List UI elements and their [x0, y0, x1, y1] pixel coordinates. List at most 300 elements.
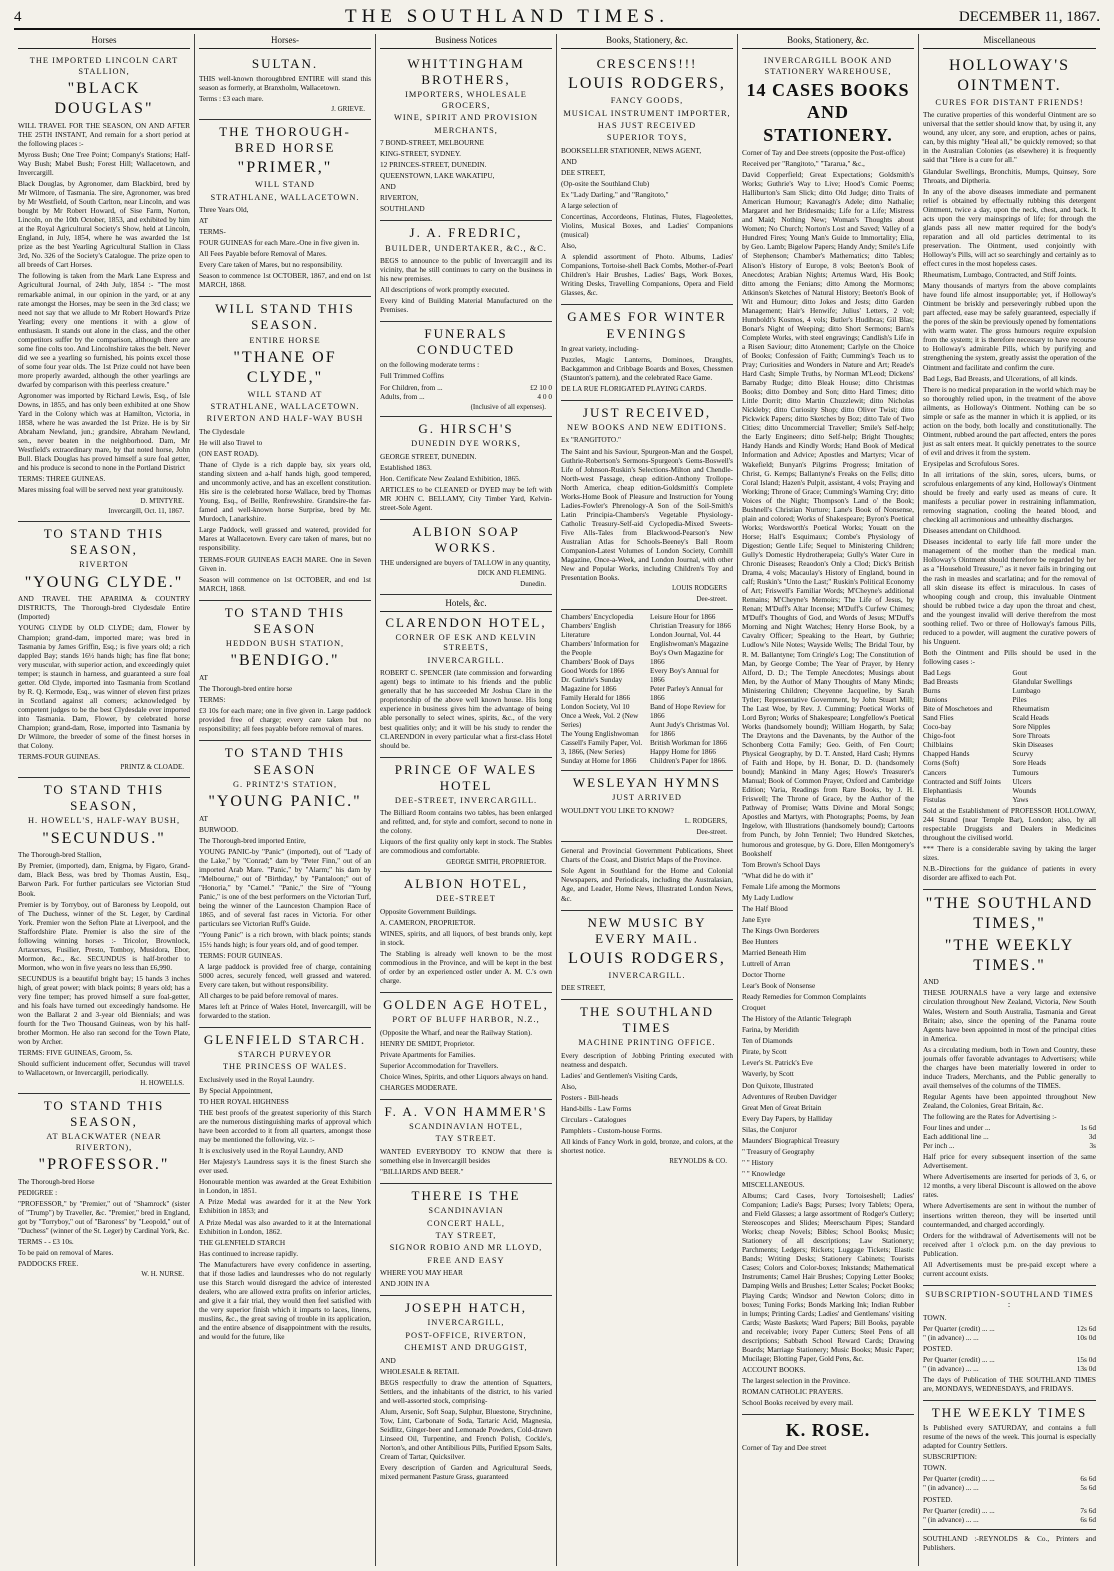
ad-text: KING-STREET, SYDNEY.: [380, 149, 462, 159]
price-label: For Children, from ...: [380, 382, 443, 392]
ad-text: The following is taken from the Mark Lane Express and Agricultural Journal, of 24th July, 1854 :- "The most remarkable animal, in our opinion in the yard, or at any rate amongst the Horses, may be seen in the 3rd class; we need not say that we allude to Mr Robert Howard's Prize Yearling; every one mentions it with a glow of enthusiasm. It stands out alone in the class, and the other competitors suffer by the comparison, although there are some fine colts too. And Lincolnshire takes the belt. Never did we see a yearling so furnished, his points excel those of some four year olds. The 1st Prize could not have been more properly awarded, although the other yearlings are dwarfed by comparison with this peerless creature.": [18, 271, 190, 389]
ad-text: A large selection of: [561, 201, 618, 211]
list-item: Happy Home for 1866: [650, 747, 716, 757]
ad-heading: LOUIS RODGERS,: [568, 75, 726, 93]
ad-signature: DICK AND FLEMING.: [477, 569, 546, 578]
ad-text: TERMS: THREE GUINEAS.: [18, 474, 106, 484]
ad-heading: HOLLOWAY'S OINTMENT.: [949, 57, 1070, 94]
ad-text: The Manufacturers have every confidence in asserting, that if those ladies and laundresses who do not regularly use this Starch would disregard the advice of interested dealers, who are allowed extra profits on inferior articles, and give it a fair trial, they would then feel satisfied with the very superior finish which it imparts to laces, linens, muslins, &c., the great saving of trouble in its application, and the entire absence of disappointment with the results, and would for the future, like: [199, 1259, 371, 1342]
ad-text: The following are the Rates for Advertising :-: [923, 1112, 1057, 1122]
ad-text: SUBSCRIPTION:: [923, 1452, 977, 1462]
ad-text: Silas, the Conjuror: [742, 1124, 797, 1134]
price-value: 4 0 0: [537, 391, 552, 401]
list-item: Sore Throats: [1012, 731, 1050, 741]
price-value: 7s 6d: [1080, 1505, 1096, 1515]
advertisement: [742, 52, 914, 1415]
advertisement: [561, 911, 733, 1001]
list-item: Rheumatism: [1012, 704, 1050, 714]
ad-heading: CHEMIST AND DRUGGIST,: [404, 1343, 528, 1353]
ad-text: Ex "RANGITOTO.": [561, 435, 622, 445]
list-item: Once a Week, Vol. 2 (New Series): [561, 711, 639, 730]
ad-heading: CRESCENS!!!: [596, 56, 698, 72]
ad-heading: THE IMPORTED LINCOLN CART STALLION,: [29, 56, 179, 76]
ad-heading: JOSEPH HATCH,: [404, 1300, 528, 1316]
advertisement: [380, 758, 552, 873]
ad-text: BEGS to announce to the public of Invercargill and its vicinity, that he still continues to carry on the business in his new premises.: [380, 255, 552, 284]
ad-text: GEORGE STREET, DUNEDIN.: [380, 451, 477, 461]
ad-heading: WILL STAND THIS SEASON.: [215, 301, 355, 333]
ad-text: A Prize Medal was awarded for it at the New York Exhibition in 1853; and: [199, 1197, 371, 1216]
column-header: Horses: [18, 34, 190, 49]
price-row: [923, 1132, 1096, 1141]
price-label: " (in advance) ... ...: [923, 1332, 979, 1342]
ad-text: Myross Bush; One Tree Point; Company's Stations; Half-Way Bush; Mabel Bush; Forest Hill; Wallacetown, and Invercargill.: [18, 149, 190, 177]
ad-text: CHARGES MODERATE.: [380, 1082, 458, 1092]
page-number: 4: [14, 8, 22, 25]
ad-text: HENRY DE SMIDT, Proprietor.: [380, 1038, 475, 1048]
ad-heading: "YOUNG PANIC.": [208, 793, 362, 811]
ad-heading: INVERCARGILL.: [608, 970, 686, 980]
price-row: [923, 1123, 1096, 1132]
ad-text: WINES, spirits, and all liquors, of best brands only, kept in stock.: [380, 928, 552, 947]
advertisement: [199, 741, 371, 1027]
ad-text: The Billiard Room contains two tables, has been enlarged and refitted, and, for style and comfort, second to none in the colony.: [380, 808, 552, 836]
list-item: Piles: [1012, 695, 1027, 705]
price-value: 1s 6d: [1080, 1123, 1096, 1133]
ad-text: All Advertisements must be pre-paid except where a current account exists.: [923, 1259, 1096, 1278]
price-value: 3s: [1089, 1141, 1096, 1151]
ad-heading: GLENFIELD STARCH.: [203, 1031, 367, 1047]
price-label: " (in advance) ... ...: [923, 1514, 979, 1524]
list-item: Cancers: [923, 767, 947, 777]
ad-text: All Fees Payable before Removal of Mares.: [199, 249, 327, 259]
ad-text: Established 1863.: [380, 462, 432, 472]
advertisement: [380, 1184, 552, 1296]
ad-text: There is no medical preparation in the world which may be so thoroughly relied upon, in the treatment of the above ailments, as Holloway's Ointment. Nothing can be so simple or safe as the manner in which it is applied, or its action on the body, both locally and constitutionally. The Ointment, rubbed around the part affected, enters the pores just as salt enters meat. It quickly penetrates to the source of evil and drives it from the system.: [923, 384, 1096, 457]
ad-text: A large paddock is provided free of charge, containing 5000 acres, securely fenced, well grassed and watered. Every care taken, but without responsibility.: [199, 961, 371, 989]
ad-signature: LOUIS RODGERS: [671, 584, 727, 593]
ad-text: My Lady Ludlow: [742, 892, 794, 902]
list-item: Sunday at Home for 1866: [561, 756, 637, 766]
advertisement: [380, 1100, 552, 1184]
ad-text: Exclusively used in the Royal Laundry.: [199, 1074, 315, 1084]
price-label: Per Quarter (credit) ... ...: [923, 1474, 995, 1484]
price-value: £2 10 0: [530, 382, 552, 392]
ad-heading: "THE SOUTHLAND TIMES,": [925, 895, 1094, 932]
ad-heading: K. ROSE.: [785, 1420, 871, 1441]
ad-heading: H. HOWELL'S, HALF-WAY BUSH,: [27, 816, 181, 826]
ad-text: QUEENSTOWN, LAKE WAKATIPU,: [380, 171, 495, 181]
ad-text: Large Paddock, well grassed and watered, provided for Mares at Wallacetown. Every care taken of mares, but no responsibility.: [199, 525, 371, 553]
ad-text: The Thorough-bred Stallion,: [18, 850, 102, 860]
ad-text: Where Advertisements are inserted for periods of 3, 6, or 12 months, a very liberal Discount is allowed on the above rates.: [923, 1172, 1096, 1200]
list-item: Scurvy: [1012, 749, 1034, 759]
list-item: British Workman for 1866: [650, 738, 727, 748]
ad-heading: SULTAN.: [251, 56, 319, 72]
ad-text: AT: [199, 216, 208, 226]
ad-text: Opposite Government Buildings.: [380, 906, 477, 916]
advertisement: [742, 1415, 914, 1459]
ad-heading: "YOUNG CLYDE.": [24, 573, 184, 591]
ad-text: The Thorough-bred entire horse: [199, 684, 293, 694]
ad-heading: NEW BOOKS AND NEW EDITIONS.: [567, 423, 727, 433]
ad-text: Bad Legs, Bad Breasts, and Ulcerations, of all kinds.: [923, 373, 1078, 383]
ad-text: Thane of Clyde is a rich dapple bay, six years old, standing sixteen and a-half hands high, good tempered, and uncommonly active, and has an excellent constitution. His sire is the celebrated horse Wallace, bred by Thomas Young, Esq., of Beille, Renfrewshire. Grandsire-the far-famed and well-known horse Surprise, bred by Mr. Murdoch, Lanarkshire.: [199, 460, 371, 524]
ad-heading: PRINCE OF WALES HOTEL: [394, 761, 538, 793]
price-row: [923, 1324, 1096, 1333]
ad-text: THIS well-known thoroughbred ENTIRE will stand this season as formerly, at Branxholm, Wallacetown.: [199, 74, 371, 93]
issue-date: DECEMBER 11, 1867.: [958, 8, 1100, 25]
ad-text: Jane Eyre: [742, 914, 771, 924]
advertisement: [199, 1028, 371, 1348]
advertisement: [923, 52, 1096, 890]
ad-text: Her Majesty's Laundress says it is the finest Starch she ever used.: [199, 1157, 371, 1176]
ad-heading: NEW MUSIC BY EVERY MAIL.: [587, 914, 707, 946]
list-item: Bad Breasts: [923, 677, 959, 687]
advertisement: [380, 52, 552, 221]
list-item: Englishwoman's Magazine: [650, 638, 729, 648]
price-row: [923, 1141, 1096, 1150]
ad-heading: MUSICAL INSTRUMENT IMPORTER,: [563, 108, 731, 118]
column-4: [557, 34, 738, 1566]
ad-text: Every description of Jobbing Printing executed with neatness and despatch.: [561, 1050, 733, 1069]
ad-text: Mares missing foal will be served next year gratuitously.: [18, 485, 184, 495]
ad-text: (ON EAST ROAD).: [199, 449, 259, 458]
list-item: Chambers' Encyclopedia: [561, 611, 634, 621]
column-header: Books, Stationery, &c.: [561, 34, 733, 49]
ad-text: TERMS-FOUR GUINEAS EACH MARE. One in Seven Given in.: [199, 554, 371, 573]
advertisement: [380, 221, 552, 322]
ad-text: Ten of Diamonds: [742, 1036, 793, 1046]
ad-heading: INVERCARGILL.: [427, 655, 505, 665]
ad-heading: "PROFESSOR.": [38, 1156, 170, 1174]
ad-text: Every Day Papers, by Halliday: [742, 1113, 833, 1123]
ad-text: "Young Panic" is a rich brown, with black points; stands 15½ hands high; is four years old, and of good temper.: [199, 930, 371, 949]
ad-text: As a circulating medium, both in Town and Country, these journals offer favorable advantages to Advertisers; while the charges have been materially lowered in order to induce Traders, Merchants, and the Public generally to avail themselves of the columns of the TIMES.: [923, 1044, 1096, 1090]
ad-text: PEDIGREE :: [18, 1188, 58, 1198]
ad-text: WILL TRAVEL FOR THE SEASON, ON AND AFTER THE 25TH INSTANT, And remain for a short period at the following places :-: [18, 120, 190, 148]
ad-text: TERMS-: [199, 227, 226, 237]
list-item: Chambers' Book of Days: [561, 656, 635, 666]
list-item: Good Words for 1866: [561, 665, 625, 675]
ad-text: Tom Brown's School Days: [742, 859, 821, 869]
ad-heading: DUNEDIN DYE WORKS,: [411, 439, 521, 449]
ad-heading: THE PRINCESS OF WALES.: [222, 1062, 348, 1072]
ad-text: 12 PRINCES-STREET, DUNEDIN.: [380, 160, 487, 170]
price-label: Per Quarter (credit) ... ...: [923, 1505, 995, 1515]
advertisement: [380, 595, 552, 758]
list-item: London Society, Vol 10: [561, 702, 630, 712]
list-item: London Journal, Vol. 44: [650, 629, 721, 639]
advertisement: [923, 890, 1096, 1286]
ad-text: David Copperfield; Great Expectations; Goldsmith's Works; Guthrie's Way to Live; Hood's Comic Poems; Halliburton's Sam Slick; ditto Old Judge; ditto Traits of American Humour; Kavanagh's Adele; ditto Nathalie; Margaret and her Bridesmaids; Life for a Life; Mistress and Maid; Nothing New; Woman's Thoughts about Women; No Church; Norton's Lost and Saved; Valley of a Hundred Fires; Young Man's Guide to Immortality; Elia, by Geo. Lamb; Bigelow Papers; Handy Andy; Smile's Life of Stephenson; Chamber's Mathematics; ditto Tables; Alison's History of Europe, 8 vols; Beeton's Book of Anecdotes; Arabian Nights; Artemus Ward, His Book; ditto among the Fenians; ditto Among the Mormons; Atkinson's Sketches of Natural History; Beeton's Book of Wit and Humour; ditto Jokes and Jests; ditto Garden Management; Hair's Henwife; Julius' Letters, 2 vol; Humboldt's Kosmos, 4 vols; Butler's Hudibras; Gil Blas; Bonar's Night of Weeping; ditto Short Sermons; Barn's Complete Works, with steel engravings; Candlish's Life in a Risen Saviour; ditto Atonement; Carlyle on the Choice of Books; Confession of Faith; Cumming's Teach us to Pray; Curiosities and Wonders in Nature and Art; Reade's Hard Cash; Simple Truths, by Norman M'Leod; Dickens' Barnaby Rudge; ditto Bleak House; ditto Christmas Books; ditto Dombey and Son; ditto Hard Times; ditto Little Dorrit; ditto Martin Chuzzlewit; ditto Nicholas Nickleby; ditto Curiosity Shop; ditto Oliver Twist; ditto Pickwick Papers; ditto Sketches by Boz; ditto Tale of Two Cities; ditto Uncommercial Traveller; Smile's Self-help; the Early Engineers; ditto Self-help; Bright Thoughts; Handy Hands and Kindly Words; Hand Book of Medical Information and Advice; Apostles and Martyrs; Vicar of Wakefield; Bunyan's Pilgrims Progress; Imitation of Christ, G. Kemps; Ballantyne's Freaks on the Fells; ditto Coral Island; Hazen's Pulpit, assistant, 4 vols; Praying and Working; Throne of Grace; Cumming's Warning Cry; ditto Voices of the Night; Thompson's Land o' the Book; Bushnell's Christian Nurture; Lane's Book of Nonsense, plain and colored; Works of Shakespeare; Byron's Poetical Works; Wordsworth's Poetical Works; Youatt on the Horse; Hall's Esquimaux; Combe's Physiology of Digestion; Gentle Life; Sequel to Ministering Children; Gully's Domestic Hydrotherapeia; Gully's Water Cure in Chronic Diseases; Reaodon's Only a Clod; Dick's British Drama, 4 vols; Macaulay's History of England, bound in calf; Ruskin's "Unto the Last;" Ruskin's Political Economy of Art; Friswell's Familiar Words; M'Cheyne's additional Remains; M'Cheyne's Memoirs; The Life of Jesus, by Renan; M'Duff's Altar Incense; M'Duff's Curfew Chimes; M'Duff's Thoughts of God, and Words of Jesus; M'Duff's Morning and Night Watches; Henry Horse Book, by a Cavalry Officer; Speaking to the Heart, by Guthrie; Ludlow's Nile Notes; Wayside Wells; The Bridal Tour, by R. M. Ballantyne; Tom Cringle's Log; The Constitution of Man, by George Combe; The Year of Prayer, by Henry Alford, D. D.; The Temple Anecdotes; Musings about Men, by the Author of Many Thoughts of Many Minds; Ministering Children; Cheyenne Jacqueline, by Sarah Tytler; Representative Government, by John Stuart Mill; The Last Woe, by Rev. J. Cumming; Poetical Works of Lord Byron; Works of Shakespeare; Longfellow's Poetical Works (handsomely bound); William Hogarth, by Sala; The Draytons and the Davenants, by the Author of the Schonberg Cotta Family; Geo. Geith, of Fen Court; Physical Geography, by D. T. Ansted, Hard Cash; Hymns of Faith and Hope, by H. Bonar, D. D. (handsomely bound); Mankind in Many Ages; Howe's Treasurer's Manual; Book of Common Prayer, Oxford and Cambridge Edition; Varia, Readings from Rare Books, by J. H. Friswell; The Throne of Grace, by the Author of the Pathway of Promise; Watts Divine and Moral Songs; Apostles and Martyrs, with Photographs; Poems, by Jean Ingelow, with Illustrations (handsomely bound); Cartoons from Punch, by John Tenniel; Two Hundred Sketches, humorous and grotesque, by G. Dore, Ellen Montgomery's Bookshelf: [742, 170, 914, 858]
ad-heading: ALBION HOTEL,: [403, 876, 529, 892]
ad-text: Married Beneath Him: [742, 947, 807, 957]
ad-text: £3 10s for each mare; one in five given in. Large paddock provided free of charge; every care taken but no responsibility; all fees payable before removal of mares.: [199, 706, 371, 734]
advertisement: [380, 417, 552, 520]
column-5: [738, 34, 919, 1566]
ad-text: Female Life among the Mormons: [742, 881, 841, 891]
ad-heading: TAY STREET,: [435, 1230, 497, 1240]
ad-text: The Thorough-bred Horse: [18, 1177, 95, 1187]
advertisement: [18, 778, 190, 1094]
ad-text: The days of Publication of THE SOUTHLAND TIMES are, MONDAYS, WEDNESDAYS, and FRIDAYS.: [923, 1374, 1096, 1394]
ad-text: YOUNG CLYDE by OLD CLYDE; dam, Flower by Champion; grand-dam, imported mare; was bred in Tasmania by James Griffin, Esq.; is five years old; a rich dappled Bay; stands 16½ hands high; has fine flat bone; very muscular, with superior action, and exceedingly quiet temper; is staunch in harness, and guaranteed a sure foal getter. Old Clyde, imported into Tasmania from Scotland by R. Q. Kermode, Esq., was winner of eleven first prizes in Scotland against all comers; acknowledged by competent judges to be the best Clydesdale ever imported into Tasmania. Dam, Flower, by celebrated horse Champion; grand-dam, Rose, imported into Tasmania by Dr Wilmore, the breeder of some of the finest horses in that Colony.: [18, 623, 190, 751]
ad-heading: JUST ARRIVED: [612, 793, 682, 803]
list-item: Lumbago: [1012, 686, 1041, 696]
ad-text: Choice Wines, Spirits, and other Liquors always on hand.: [380, 1071, 548, 1081]
column-2: [195, 34, 376, 1566]
ad-text: ROMAN CATHOLIC PRAYERS.: [742, 1386, 843, 1396]
list-item: The Young Englishwoman: [561, 729, 639, 739]
price-label: " (in advance) ... ...: [923, 1483, 979, 1493]
ad-text: on the following moderate terms :: [380, 360, 480, 370]
ad-text: Ex "Lady Darling," and "Rangitoto,": [561, 189, 669, 199]
ad-heading: J. A. FREDRIC,: [409, 225, 523, 241]
ad-heading: SCANDINAVIAN: [428, 1206, 504, 1216]
list-item: Aunt Judy's Christmas Vol. for 1866: [650, 720, 730, 739]
advertisement: [561, 401, 733, 610]
ad-text: Season will commence on 1st OCTOBER, and end 1st MARCH, 1868.: [199, 574, 371, 593]
ad-text: Lever's St. Patrick's Eve: [742, 1058, 813, 1068]
advertisement: [923, 1401, 1096, 1530]
ad-text: "PROFESSOR," by "Premier," out of "Shamrock" (sister of "Trump") by Traveller, &c. "Premier," bred in England, got by "Torryboy," out of "Baroness" by "Leopold," out of "Duchess" (winner of the St. Leger) by Cardinal York, &c.: [18, 1199, 190, 1236]
column-1: [14, 34, 195, 1566]
ad-text: Croquet: [742, 1003, 766, 1013]
ad-text: DEE STREET,: [561, 167, 606, 177]
ad-heading: FREE AND EASY: [427, 1255, 505, 1265]
ad-heading: "SECUNDUS.": [42, 829, 166, 847]
ad-text: A. CAMERON, PROPRIETOR.: [380, 917, 476, 927]
ad-text: Albums; Card Cases, Ivory Tortoiseshell; Ladies' Companion; Ladie's Bags; Purses; Ivory Tablets; Opera, and Field Glasses; a large assortment of Rodger's Cutlery; Stereoscopes and Slides; Meerschaum Pipes; Standard Works; cheap Novels; Bibles; School Books; Music; Stationery of all descriptions; Law Stationery; Parchments; Ledgers; Rickets; Luggage Tickets; Elastic Bands; Writing Desks; Stationery Cabinets; Tourists Cases; Colors and Color-boxes; Inkstands; Mathematical Instruments; Camel Hair Brushes; Copying Letter Books; Damping Wells and Brushes; Letter Scales; Pocket Books; Playing Cards; Windsor and Newton Colors; ditto in boxes; Tuning Forks; Bonds Marking Ink; Indian Rubber in lumps; Printing Cards; Ladies' and Gentlemans' visiting Cards; Waste Baskets; Ward Papers; Bill Books, payable and receivable; ivory Paper Cutters; Steel Pens of all descriptions; Sabbath School Reward Cards; Drawing Boards; Marriage Stationery; Music Books; Music Paper; Mucilage; Blotting Paper, Gold Pens, &c.: [742, 1191, 914, 1363]
ad-text: Also,: [561, 241, 577, 251]
ad-text: Puzzles, Magic Lanterns, Dominoes, Draughts, Backgammon and Cribbage Boards and Boxes, Chessmen (Staunton's pattern), and the celebrated Race Game.: [561, 354, 733, 382]
list-item: Family Herald for 1866: [561, 692, 631, 702]
ad-text: Is Published every SATURDAY, and contains a full resume of the news of the week. This journal is especially adapted for Country Settlers.: [923, 1423, 1096, 1451]
ad-signature: W. H. NURSE.: [141, 1270, 184, 1279]
ad-text: BOOKSELLER STATIONER, NEWS AGENT,: [561, 145, 702, 155]
ad-heading: G. HIRSCH'S: [418, 421, 514, 437]
ad-text: Hon. Certificate New Zealand Exhibition, 1865.: [380, 473, 521, 483]
ad-text: 7 BOND-STREET, MELBOURNE: [380, 138, 484, 148]
ad-text: Concertinas, Accordeons, Flutinas, Flutes, Flageolettes, Violins, Musical Boxes, and Ladies' Companions (musical): [561, 212, 733, 240]
ad-heading: SCANDINAVIAN HOTEL,: [409, 1122, 523, 1132]
ad-text: Mares left at Prince of Wales Hotel, Invercargill, will be forwarded to the station.: [199, 1001, 371, 1020]
advertisement: [561, 305, 733, 400]
ad-heading: CONCERT HALL,: [427, 1218, 505, 1228]
ad-text: It is exclusively used in the Royal Laundry, AND: [199, 1146, 344, 1156]
ad-text: " " Knowledge: [742, 1168, 786, 1178]
ad-text: YOUNG PANIC-by "Panic" (imported), out of "Lady of the Lake," by "Conrad;" dam by "Peter Finn," out of an imported Arab Mare. "Panic," by "Alarm;" his dam by "Melbourne," out of "Birthday," by "Pantaloon;" out of "Honoria," by "Camel." "Panic," the Sire of "Young Panic," is one of the best performers on the Victorian Turf, being the winner of the Launceston Champion Race of 1865, and of several fast races in Victoria. For other particulars see Victorian Ruff's Guide.: [199, 847, 371, 929]
ad-text: PADDOCKS FREE.: [18, 1259, 79, 1269]
list-item: Dr. Guthrie's Sunday Magazine for 1866: [561, 674, 623, 693]
ad-heading: F. A. VON HAMMER'S: [384, 1103, 548, 1119]
ad-heading: RIVERTON AND HALF-WAY BUSH: [206, 414, 364, 424]
ad-text: All kinds of Fancy Work in gold, bronze, and colors, at the shortest notice.: [561, 1137, 733, 1156]
ad-text: AND: [923, 977, 939, 987]
ad-text: FOUR GUINEAS for each Mare.-One in five given in.: [199, 238, 360, 248]
ad-text: By Special Appointment,: [199, 1085, 273, 1095]
ad-heading: INVERCARGILL BOOK AND STATIONERY WAREHOUSE,: [763, 56, 893, 76]
ad-signature: H. HOWELLS.: [140, 1079, 184, 1088]
ad-heading: CLARENDON HOTEL,: [385, 614, 547, 630]
ad-heading: TO STAND THIS SEASON,: [43, 1098, 165, 1130]
advertisement: [18, 522, 190, 778]
ad-text: " Treasury of Geography: [742, 1146, 815, 1156]
ad-heading: FUNERALS CONDUCTED: [416, 326, 516, 358]
list-item: Bunions: [923, 695, 948, 705]
price-label: Each additional line ...: [923, 1132, 989, 1142]
price-row: [923, 1474, 1096, 1483]
ad-text: Full Trimmed Coffins: [380, 371, 444, 381]
ad-text: (Op-osite the Southland Club): [561, 178, 650, 188]
list-item: Skin Diseases: [1012, 740, 1054, 750]
advertisement: [561, 771, 733, 842]
ad-heading: "BENDIGO.": [230, 652, 340, 670]
list-item: Burns: [923, 686, 941, 696]
list-item: Chigo-foot: [923, 731, 956, 741]
ad-text: Superior Accommodation for Travellers.: [380, 1060, 499, 1070]
ad-text: SOUTHLAND :-REYNOLDS & Co., Printers and Publishers.: [923, 1533, 1096, 1552]
ad-heading: TO STAND THIS SEASON,: [43, 781, 165, 813]
ad-text: THE best proofs of the greatest superiority of this Starch are the numerous distinguishing marks of approval which have been accorded to it from all quarters, amongst those may be mentioned the following, viz. :-: [199, 1108, 371, 1145]
ad-heading: ALBION SOAP WORKS.: [412, 524, 520, 556]
ad-text: Circulars - Catalogues: [561, 1115, 627, 1124]
ad-heading: MERCHANTS,: [434, 125, 498, 135]
ad-text: Orders for the withdrawal of Advertisements will not be received after 1 o'clock p.m. on the day previous to Publication.: [923, 1230, 1096, 1258]
ad-text: Every description of Garden and Agricultural Seeds, mixed permanent Pasture Grass, guaranteed: [380, 1463, 552, 1482]
ad-text: Has continued to increase rapidly.: [199, 1248, 299, 1258]
ad-heading: DEE-STREET: [436, 894, 496, 904]
ad-text: AND JOIN IN A: [380, 1279, 430, 1289]
ad-text: " " History: [742, 1157, 774, 1167]
ad-signature: D. M'INTYRE.: [140, 496, 184, 505]
ad-heading: DEE-STREET, INVERCARGILL.: [394, 795, 538, 805]
ad-signature: GEORGE SMITH, PROPRIETOR.: [446, 857, 546, 866]
ad-text: In any of the above diseases immediate and permanent relief is obtained by effectually rubbing this detergent Ointment, twice a day, upon the neck, chest, and back. It acts upon the very mainsprings of life; for through the glands pass all new matter required for the body's reparation and all old particles detrimental to its preservation. The Ointment, used conjointly with Holloway's Pills, will act so searchingly and certainly as to effect cures in the most hopeless cases.: [923, 186, 1096, 268]
list-item: Sore Heads: [1012, 758, 1046, 768]
ad-text: Honourable mention was awarded at the Great Exhibition in London, in 1851.: [199, 1177, 371, 1196]
ad-heading: WINE, SPIRIT AND PROVISION: [393, 113, 539, 123]
list-item: Chambers' Information for the People: [561, 638, 639, 657]
ad-heading: ENTIRE HORSE: [249, 335, 321, 345]
price-value: 3d: [1088, 1132, 1096, 1142]
ad-text: "What did he do with it": [742, 870, 814, 880]
ad-text: Corner of Tay and Dee street: [742, 1443, 827, 1453]
ad-signature: REYNOLDS & CO.: [669, 1157, 727, 1166]
ad-text: Maunders' Biographical Treasury: [742, 1135, 840, 1145]
ad-text: (Opposite the Wharf, and near the Railway Station).: [380, 1027, 533, 1037]
list-item: Yaws: [1012, 794, 1029, 804]
ad-text: SECUNDUS is a beautiful bright bay; 15 hands 3 inches high, of great power; with black points; 8 years old; has a very fine temper; has proved himself a sure foal-getter, and his foals have turned out exceedingly handsome. He won the Ballarat 2 and 3-year old Biennials; and was fourth for the Two Thousand Guineas, won by his half-brother Mormon. He also ran second for the Town Plate, won by Archer.: [18, 973, 190, 1047]
ad-heading: TO STAND THIS SEASON,: [43, 525, 165, 557]
ad-text: Private Apartments for Families.: [380, 1049, 476, 1059]
ad-text: The largest selection in the Province.: [742, 1375, 851, 1385]
price-row: [923, 1506, 1096, 1515]
ad-heading: "PRIMER,": [237, 159, 333, 177]
ad-text: ACCOUNT BOOKS.: [742, 1364, 806, 1374]
ad-text: RIVERTON,: [380, 193, 419, 203]
ad-heading: TO STAND THIS SEASON: [224, 604, 346, 636]
ad-heading: 14 CASES BOOKS AND STATIONERY.: [746, 80, 910, 145]
ad-note: Invercargill, Oct. 11, 1867.: [108, 507, 184, 516]
ad-text: Where Advertisements are sent in without the number of insertions written thereon, they will be inserted until countermanded, and charged accordingly.: [923, 1201, 1096, 1229]
ad-signature: L. RODGERS,: [684, 816, 727, 825]
column-header: Miscellaneous: [923, 34, 1096, 49]
list-item: Corns (Soft): [923, 758, 960, 768]
ad-heading: BUILDER, UNDERTAKER, &C., &C.: [385, 243, 547, 253]
advertisement: [380, 1296, 552, 1488]
ad-text: WHOLESALE & RETAIL: [380, 1366, 460, 1376]
advertisement: [923, 1286, 1096, 1401]
ad-heading: POST-OFFICE, RIVERTON,: [405, 1330, 527, 1340]
list-item: Chambers' English Literature: [561, 620, 617, 639]
ad-note: (Inclusive of all expenses).: [470, 402, 546, 411]
list-item: Contracted and Stiff Joints: [923, 776, 1001, 786]
ad-text: TERMS: FIVE GUINEAS, Groom, 5s.: [18, 1048, 133, 1058]
ad-heading: "THE WEEKLY TIMES.": [944, 936, 1075, 974]
list-item: Band of Hope Review for 1866: [650, 702, 726, 721]
column-3: [376, 34, 557, 1566]
price-value: 5s 6d: [1080, 1483, 1096, 1493]
ad-text: ARTICLES to be CLEANED or DYED may be left with MR JOHN C. BELLAMY, City Timber Yard, Kelvin-street-Sole Agent.: [380, 484, 552, 513]
ad-text: "BILLIARDS AND BEER.": [380, 1166, 464, 1176]
ad-text: Pamphlets - Custom-house Forms.: [561, 1126, 662, 1136]
ad-heading: G. PRINTZ'S STATION,: [232, 779, 338, 789]
advertisement: [199, 297, 371, 600]
ad-text: Doctor Thorne: [742, 970, 786, 980]
list-item: Gout: [1012, 668, 1028, 677]
list-item: Chilblains: [923, 740, 953, 750]
advertisement: [561, 842, 733, 910]
ad-text: Great Men of Great Britain: [742, 1102, 822, 1112]
ad-text: Many thousands of martyrs from the above complaints have found life almost insupportable; yet, if Holloway's Ointment be briskly and perseveringly rubbed upon the part affected, ease may be safely guaranteed, especially if the pores of the skin be previously opened by fomentations with warm water. The gross humours require expulsion from the system; it is therefore necessary to have recourse to Holloway's admirable Pills, which by purifying and strengthening the system, greatly assist the operation of the Ointment and facilitate and confirm the cure.: [923, 281, 1096, 372]
ad-heading: STARCH PURVEYOR: [238, 1050, 332, 1060]
ad-text: He will also Travel to: [199, 437, 263, 447]
list-item: Christian Treasury for 1866: [650, 620, 731, 630]
ad-text: ROBERT C. SPENCER (late commission and forwarding agent) begs to intimate to his friends and the public generally that he has succeeded Mr Joshua Clare in the proprietorship of the above well known house. His long experience in business gives him the advantage of being able personally to select wines, spirits, &c., of the very best qualities only; and it will be his study to render the CLARENDON in every particular what a first-class Hotel should be.: [380, 668, 552, 750]
ad-signature: J. GRIEVE.: [331, 105, 365, 114]
ad-text: The Kings Own Borderers: [742, 925, 820, 935]
ad-text: POSTED.: [923, 1343, 953, 1353]
ad-heading: IMPORTERS, WHOLESALE GROCERS,: [405, 90, 527, 110]
advertisement: [380, 872, 552, 993]
ad-text: TOWN.: [923, 1312, 947, 1322]
ad-heading: STRATHLANE, WALLACETOWN.: [210, 402, 360, 412]
advertisement: [380, 520, 552, 595]
ad-heading: WILL STAND: [255, 180, 315, 190]
price-row: [923, 1364, 1096, 1373]
ad-heading: THE SOUTHLAND TIMES: [580, 1004, 714, 1036]
price-value: 6s 6d: [1080, 1474, 1096, 1484]
list-item: Ulcers: [1012, 776, 1032, 786]
ad-text: Both the Ointment and Pills should be used in the following cases :-: [923, 647, 1096, 666]
ad-text: BEGS respectfully to draw the attention of Squatters, Settlers, and the inhabitants of the district, to his varied and well-assorted stock, comprising-: [380, 1377, 552, 1405]
ad-heading: RIVERTON: [79, 560, 129, 570]
page-columns: [14, 34, 1100, 1566]
ad-text: All charges to be paid before removal of mares.: [199, 990, 339, 1000]
price-label: Adults, from ...: [380, 391, 425, 401]
ad-text: A Prize Medal was also awarded to it at the International Exhibition in London, 1862.: [199, 1217, 371, 1236]
price-row: [380, 383, 552, 392]
ad-heading: SIGNOR ROBIO AND MR LLOYD,: [389, 1243, 543, 1253]
ad-text: THE undersigned are buyers of TALLOW in any quantity,: [380, 558, 551, 568]
list-item: Chapped Hands: [923, 749, 970, 759]
ad-text: The Saint and his Saviour, Spurgeon-Man and the Gospel, Guthrie-Robertson's Sermons-Spurgeon's Gems-Boswell's Life of Johnson-Ruskin's Selections-Milton and Chendle-North-west Passage, cheap edition-Anthony Trollope-North America, cheap edition-Goldsmith's Complete Works-Home Book of Pleasure and Instruction for Young Ladies-Fowler's Phrenology-A Son of the Soil-Smith's Latin Principia-Chambers's Vegetable Physiology-Catholic Treasury-Self-aid Cyclopedia-Mixed Sweets-Five Alls-Tales from Blackwood-Pearson's New Australian Atlas for Schools-Beeney's Ball Room Companion-Latest Volumes of London Society, Cornhill Magazine, Once-a-Week, and London Journal, with other New and Popular Works, including Children's Toy and Presentation Books.: [561, 446, 733, 583]
ad-heading: TAY STREET.: [435, 1134, 497, 1144]
ad-text: Sole Agent in Southland for the Home and Colonial Newspapers, and Periodicals, including the Australasian, Age, and Leader, Home News, Illustrated London News, &c.: [561, 866, 733, 903]
list-item: Peter Parley's Annual for 1866: [650, 683, 723, 702]
